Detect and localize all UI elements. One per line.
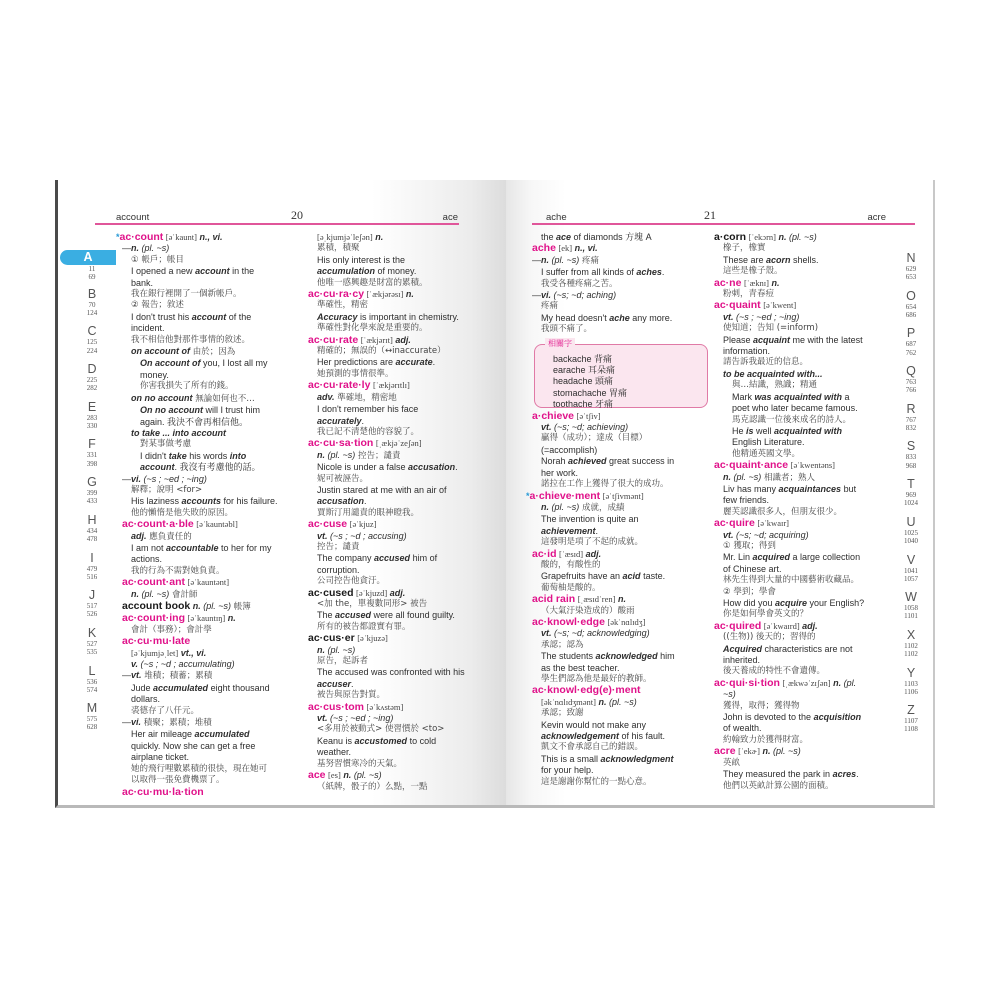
headword: ac·qui·si·tion bbox=[714, 676, 780, 689]
headword: ac·cu·rate bbox=[308, 333, 359, 346]
headword: ac·cus·er bbox=[308, 632, 355, 645]
left-running-head bbox=[116, 208, 458, 224]
thumb-tab-z[interactable]: Z 1107 1108 bbox=[904, 703, 918, 734]
entry-acid: ac·id [ˈæsɪd] adj. bbox=[532, 547, 602, 560]
entry-accuracy: ac·cu·ra·cy [ˈækjərəsɪ] n. bbox=[308, 288, 414, 301]
header-rule bbox=[95, 223, 459, 225]
thumb-tab-g[interactable]: G 399 433 bbox=[86, 475, 98, 506]
entry-achievement: *a·chieve·ment [əˈtʃivmənt] bbox=[526, 489, 644, 502]
headword: ac·quire bbox=[714, 517, 755, 530]
entry-accusation: ac·cu·sa·tion [ˌækjəˈzeʃən] bbox=[308, 437, 422, 450]
thumb-tab-n[interactable]: N 629 653 bbox=[905, 251, 917, 282]
guide-word-left: account bbox=[116, 212, 150, 223]
entry-acquaint: ac·quaint [əˈkwent] bbox=[714, 299, 797, 312]
thumb-tab-w[interactable]: W 1058 1101 bbox=[904, 590, 918, 621]
headword: ac·cu·ra·cy bbox=[308, 288, 365, 301]
headword: ac·quaint·ance bbox=[714, 459, 789, 472]
entry-accurate: ac·cu·rate [ˈækjərɪt] adj. bbox=[308, 333, 411, 346]
entry-accumulate bbox=[122, 636, 312, 647]
entry-ache: ache [ek] n., vi. bbox=[532, 242, 598, 255]
guide-word-left: ache bbox=[546, 212, 567, 223]
right-column-1: the ace of diamonds 方塊 A ache [ek] n., vi. —n. (pl. ~s) 疼痛 I suffer from all kinds of aches. 我受各種疼痛之苦。 —vi. (~s; ~d; aching) 疼痛 My head doesn't ache any more. 我頭不痛了。 相關字 backache 背痛 earache 耳朵痛 headache 頭痛 stomachache 胃痛 toothache 牙痛 a·chieve [əˈtʃiv] vt. (~s; ~d; achieving) 贏得（成功）；達成（目標） (=accomplish) Norah achieved great success in her work. 諾拉在工作上獲得了很大的成功。 *a·chieve·ment [əˈtʃivmənt] n. (pl. ~s) 成就，成績 The invention is quite an achievement. 這發明是項了不起的成就。 ac·id [ˈæsɪd] adj. 酸的，有酸性的 Grapefruits have an acid taste. 葡萄柚是酸的。 acid rain [ˌæsɪdˈren] n. （大氣汙染造成的）酸雨 ac·knowl·edge [əkˈnɑlɪdʒ] vt. (~s; ~d; acknowledging) 承認；認為 The students acknowledged him as the best teacher. 學生們認為他是最好的教師。 ac·knowl·edg(e)·ment [əkˈnɑlɪdʒmənt] n. (pl. ~s) 承認；致謝 Kevin would not make any acknowledgement of his fault. 凱文不會承認自己的錯誤。 This is a small acknowledgment for your help. 這是謝謝你幫忙的一點心意。 bbox=[532, 232, 717, 788]
entry-accumulation bbox=[122, 787, 312, 798]
thumb-tab-o[interactable]: O 654 686 bbox=[905, 288, 917, 319]
thumb-tab-l[interactable]: L 536 574 bbox=[86, 663, 98, 694]
headword: ac·cuse bbox=[308, 518, 348, 531]
thumb-tab-t[interactable]: T 969 1024 bbox=[904, 477, 918, 508]
headword: acid rain bbox=[532, 593, 576, 606]
thumb-index-right bbox=[889, 252, 933, 742]
thumb-tab-d[interactable]: D 225 282 bbox=[86, 362, 98, 393]
thumb-tab-c[interactable]: C 125 224 bbox=[86, 324, 98, 355]
headword: ac·cus·tom bbox=[308, 700, 365, 713]
thumb-tab-b[interactable]: B 70 124 bbox=[86, 286, 98, 317]
entry-acre: acre [ˈekɚ] n. (pl. ~s) bbox=[714, 745, 801, 758]
headword: ac·knowl·edge bbox=[532, 615, 605, 628]
related-word: earache 耳朵痛 bbox=[553, 365, 616, 376]
related-words-spacer bbox=[532, 336, 717, 410]
entry-accuser: ac·cus·er [əˈkjuzə] bbox=[308, 632, 388, 645]
entry-account bbox=[116, 231, 312, 243]
thumb-tab-j[interactable]: J 517 526 bbox=[86, 588, 98, 619]
entry-acknowledgement bbox=[532, 685, 717, 696]
entry-ace: ace [es] n. (pl. ~s) bbox=[308, 769, 382, 782]
entry-acquisition: ac·qui·si·tion [ˌækwəˈzɪʃən] n. (pl. bbox=[714, 676, 857, 689]
related-words-title: 相關字 bbox=[545, 338, 575, 349]
page-number: 20 bbox=[291, 208, 303, 222]
guide-word-right: acre bbox=[867, 212, 886, 223]
thumb-index-left bbox=[70, 250, 114, 740]
thumb-tab-p[interactable]: P 687 762 bbox=[905, 326, 917, 357]
right-page bbox=[506, 180, 935, 808]
thumb-tab-y[interactable]: Y 1103 1106 bbox=[904, 665, 918, 696]
guide-word-right: ace bbox=[442, 212, 458, 223]
headword: ac·id bbox=[532, 547, 557, 560]
headword: ac·count·ant bbox=[122, 576, 185, 589]
entry-accustom: ac·cus·tom [əˈkʌstəm] bbox=[308, 700, 404, 713]
headword: a·corn bbox=[714, 231, 747, 243]
entry-acquaintance: ac·quaint·ance [əˈkwentəns] bbox=[714, 459, 835, 472]
thumb-tab-q[interactable]: Q 763 766 bbox=[905, 364, 917, 395]
left-page bbox=[55, 180, 506, 808]
left-column-2: [əˌkjumjəˈleʃən] n. 累積，積聚 His only interest is the accumulation of money. 他唯一感興趣是財富的累積。 ac·cu·ra·cy [ˈækjərəsɪ] n. 準確性，精密 Accuracy is important in chemistry. 準確性對化學來說是重要的。 ac·cu·rate [ˈækjərɪt] adj. 精確的；無誤的（↔inaccurate） Her predictions are accurate. 她預測的事情很準。 ac·cu·rate·ly [ˈækjərɪtlɪ] adv. 準確地，精密地 I don't remember his face accurately. 我已記不清楚他的容貌了。 ac·cu·sa·tion [ˌækjəˈzeʃən] n. (pl. ~s) 控告；譴責 Nicole is under a false accusation. 妮可被誣告。 Justin stared at me with an air of accusation. 賈斯汀用譴責的眼神瞪我。 ac·cuse [əˈkjuz] vt. (~s ; ~d ; accusing) 控告；譴責 The company accused him of corruption. 公司控告他貪汙。 ac·cused [əˈkjuzd] adj. <加 the，單複數同形> 被告 The accused were all found guilty. 所有的被告都證實有罪。 ac·cus·er [əˈkjuzə] n. (pl. ~s) 原告，起訴者 The accused was confronted with his accuser. 被告與原告對質。 ac·cus·tom [əˈkʌstəm] vt. (~s ; ~ed ; ~ing) <多用於被動式> 使習慣於 <to> Keanu is accustomed to cold weather. 基努習慣寒冷的天氣。 ace [es] n. (pl. ~s) （紙牌，骰子的）么點，一點 bbox=[308, 232, 498, 793]
headword: ac·cu·sa·tion bbox=[308, 437, 374, 450]
headword: ac·ne bbox=[714, 276, 742, 289]
entry-accountable: ac·count·a·ble [əˈkauntəbl] bbox=[122, 518, 238, 531]
entry-account-book: account book n. (pl. ~s) 帳簿 bbox=[122, 600, 251, 612]
headword: ac·count·a·ble bbox=[122, 518, 194, 531]
entry-acne: ac·ne [ˈæknɪ] n. bbox=[714, 276, 780, 289]
entry-acorn: a·corn [ˈekɔrn] n. (pl. ~s) bbox=[714, 231, 817, 243]
page-number: 21 bbox=[704, 208, 716, 222]
headword: ac·cu·rate·ly bbox=[308, 379, 371, 392]
related-word: toothache 牙痛 bbox=[553, 399, 614, 410]
thumb-tab-s[interactable]: S 833 968 bbox=[905, 439, 917, 470]
thumb-tab-a[interactable]: A 11 69 bbox=[70, 250, 114, 288]
related-word: headache 頭痛 bbox=[553, 376, 614, 387]
related-words-box bbox=[534, 338, 708, 410]
headword: ac·knowl·edg(e)·ment bbox=[532, 684, 641, 697]
related-word: stomachache 胃痛 bbox=[553, 387, 628, 398]
headword: account book bbox=[122, 600, 191, 612]
dictionary-spread bbox=[55, 180, 935, 808]
entry-acquired: ac·quired [əˈkwaɪrd] adj. bbox=[714, 619, 818, 632]
star-marker: * bbox=[116, 232, 120, 242]
header-rule bbox=[532, 223, 915, 225]
entry-accurately: ac·cu·rate·ly [ˈækjərɪtlɪ] bbox=[308, 379, 410, 392]
entry-accuse: ac·cuse [əˈkjuz] bbox=[308, 518, 377, 531]
headword: ac·count·ing bbox=[122, 612, 185, 625]
thumb-tab-f[interactable]: F 331 398 bbox=[86, 437, 98, 468]
thumb-tab-k[interactable]: K 527 535 bbox=[86, 625, 98, 657]
thumb-tab-m[interactable]: M 575 628 bbox=[86, 701, 98, 732]
related-words-list bbox=[553, 354, 627, 411]
entry-achieve: a·chieve [əˈtʃiv] bbox=[532, 409, 601, 422]
headword: ac·cused bbox=[308, 586, 354, 599]
thumb-tab-e[interactable]: E 283 330 bbox=[86, 399, 98, 430]
headword: ac·quired bbox=[714, 619, 762, 632]
related-word: backache 背痛 bbox=[553, 353, 613, 364]
entry-acquire: ac·quire [əˈkwaɪr] bbox=[714, 517, 789, 530]
headword: ac·count bbox=[119, 231, 164, 243]
entry-accused: ac·cused [əˈkjuzd] adj. bbox=[308, 586, 406, 599]
star-marker: * bbox=[526, 490, 530, 501]
headword: ache bbox=[532, 242, 556, 255]
headword: ac·cu·mu·la·tion bbox=[122, 785, 204, 798]
thumb-tab-u[interactable]: U 1025 1040 bbox=[904, 514, 918, 546]
entry-acid-rain: acid rain [ˌæsɪdˈren] n. bbox=[532, 593, 626, 606]
left-column-1: *ac·count [əˈkaunt] n., vi. —n. (pl. ~s) ① 帳戶；帳目 I opened a new account in the bank. 我在銀行裡開了一個新帳戶。 ② 報告；敘述 I don't trust his account of the incident. 我不相信他對那件事情的敘述。 on account of 由於；因為 On account of you, I lost all my money. 你害我損失了所有的錢。 on no account 無論如何也不… On no account will I trust him again. 我決不會再相信他。 to take ... into account 對某事做考慮 I didn't take his words into account. 我沒有考慮他的話。 —vi. (~s ; ~ed ; ~ing) 解釋；說明 <for> His laziness accounts for his failure. 他的懶惰是他失敗的原因。 ac·count·a·ble [əˈkauntəbl] adj. 應負責任的 I am not accountable to her for my actions. 我的行為不需對她負責。 ac·count·ant [əˈkauntənt] n. (pl. ~s) 會計師 account book n. (pl. ~s) 帳簿 ac·count·ing [əˈkauntɪŋ] n. 會計（事務）；會計學 ac·cu·mu·late [əˈkjumjəˌlet] vt., vi. v. (~s ; ~d ; accumulating) —vt. 堆積；積蓄；累積 Jude accumulated eight thousand dollars. 裘德存了八仟元。 —vi. 積聚；累積；堆積 Her air mileage accumulated quickly. Now she can get a free airplane ticket. 她的飛行哩數累積的很快，現在她可 以取得一張免費機票了。 ac·cu·mu·la·tion bbox=[122, 232, 312, 798]
headword: a·chieve bbox=[532, 409, 575, 422]
pronunciation: [əˈkaunt] bbox=[165, 232, 197, 242]
part-of-speech: n., vi. bbox=[199, 232, 223, 242]
thumb-tab-x[interactable]: X 1102 1102 bbox=[904, 627, 918, 659]
headword: a·chieve·ment bbox=[529, 489, 601, 502]
entry-accountant: ac·count·ant [əˈkauntənt] bbox=[122, 576, 230, 589]
headword: ace bbox=[308, 769, 326, 782]
thumb-tab-i[interactable]: I 479 516 bbox=[86, 550, 98, 581]
right-running-head bbox=[546, 208, 886, 224]
thumb-tab-h[interactable]: H 434 478 bbox=[86, 512, 98, 544]
entry-accounting: ac·count·ing [əˈkauntɪŋ] n. bbox=[122, 612, 236, 625]
headword: acre bbox=[714, 745, 736, 758]
headword: ac·cu·mu·late bbox=[122, 635, 191, 648]
thumb-tab-r[interactable]: R 767 832 bbox=[905, 401, 917, 432]
headword: ac·quaint bbox=[714, 299, 761, 312]
thumb-tab-v[interactable]: V 1041 1057 bbox=[904, 552, 918, 583]
entry-acknowledge: ac·knowl·edge [əkˈnɑlɪdʒ] bbox=[532, 615, 646, 628]
right-column-2: a·corn [ˈekɔrn] n. (pl. ~s) 橡子，橡實 These are acorn shells. 這些是橡子殼。 ac·ne [ˈæknɪ] n. 粉刺，青春痘 ac·quaint [əˈkwent] vt. (~s ; ~ed ; ~ing) 使知道；告知 (=inform) Please acquaint me with the latest information. 請告訴我最近的信息。 to be acquainted with... 與…結識，熟識；精通 Mark was acquainted with a poet who later became famous. 馬克認識一位後來成名的詩人。 He is well acquainted with English Literature. 他精通英國文學。 ac·quaint·ance [əˈkwentəns] n. (pl. ~s) 相識者；熟人 Liv has many acquaintances but few friends. 麗芙認識很多人，但朋友很少。 ac·quire [əˈkwaɪr] vt. (~s; ~d; acquiring) ① 獲取；得到 Mr. Lin acquired a large collection of Chinese art. 林先生得到大量的中國藝術收藏品。 ② 學到；學會 How did you acquire your English? 你是如何學會英文的？ ac·quired [əˈkwaɪrd] adj. ((生物)) 後天的；習得的 Acquired characteristics are not inherited. 後天養成的特性不會遺傳。 ac·qui·si·tion [ˌækwəˈzɪʃən] n. (pl. ~s) 獲得，取得；獲得物 John is devoted to the acquisition of wealth. 約翰致力於獲得財富。 acre [ˈekɚ] n. (pl. ~s) 英畝 They measured the park in acres. 他們以英畝計算公園的面積。 bbox=[714, 232, 892, 792]
